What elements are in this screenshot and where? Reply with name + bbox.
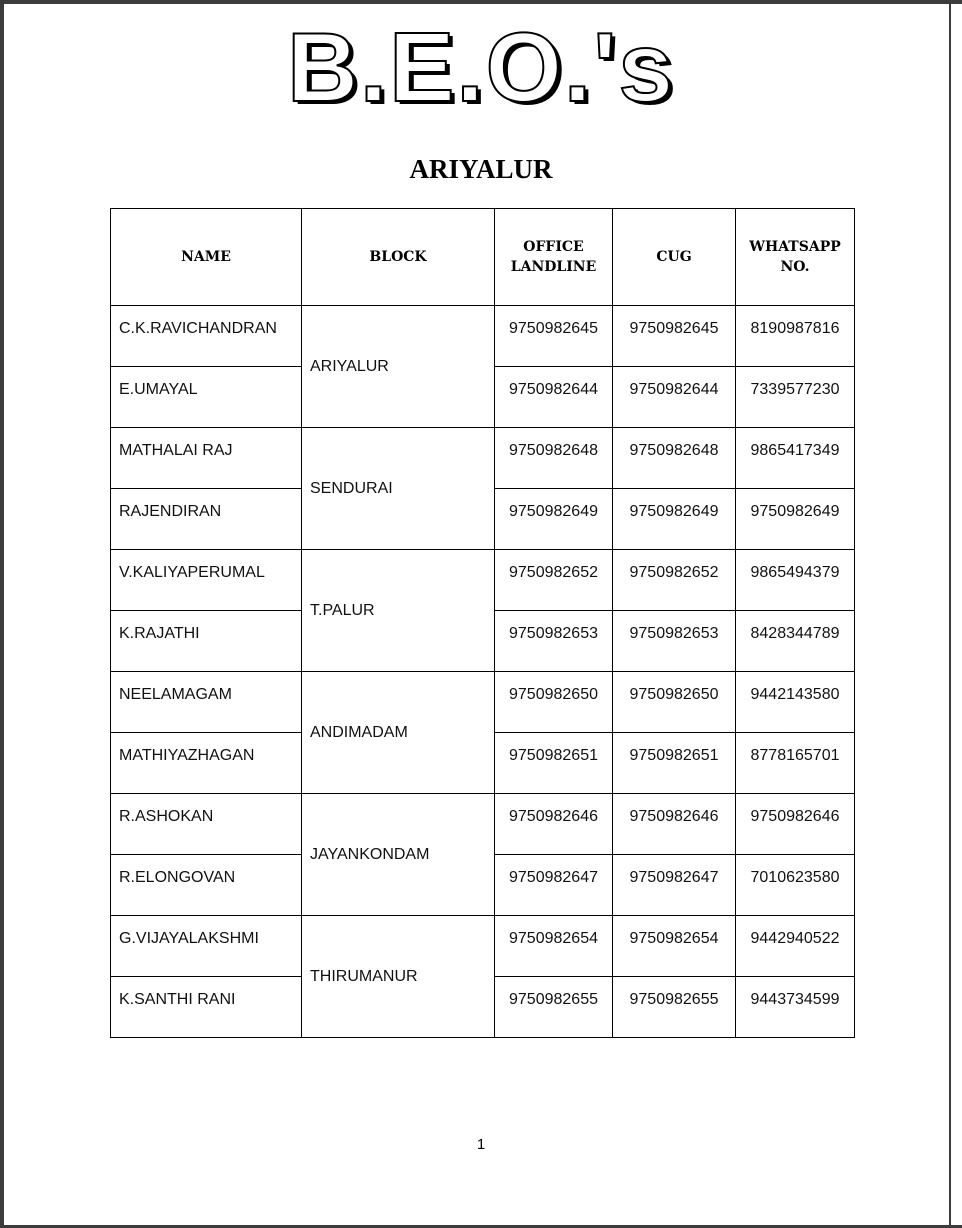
whatsapp-number: 9750982649 xyxy=(736,489,855,550)
officer-name: E.UMAYAL xyxy=(111,367,302,428)
header-name: NAME xyxy=(111,209,302,306)
whatsapp-number: 7010623580 xyxy=(736,855,855,916)
table-row xyxy=(111,672,855,733)
officer-name: NEELAMAGAM xyxy=(111,672,302,733)
whatsapp-number: 9442143580 xyxy=(736,672,855,733)
officer-name: K.SANTHI RANI xyxy=(111,977,302,1038)
whatsapp-number: 8190987816 xyxy=(736,306,855,367)
officer-name: MATHALAI RAJ xyxy=(111,428,302,489)
cug-number: 9750982652 xyxy=(613,550,736,611)
whatsapp-number: 9442940522 xyxy=(736,916,855,977)
table-header-row xyxy=(111,209,855,306)
header-whatsapp-line2: NO. xyxy=(780,259,810,275)
cug-number: 9750982646 xyxy=(613,794,736,855)
office-landline: 9750982653 xyxy=(495,611,613,672)
officer-name: K.RAJATHI xyxy=(111,611,302,672)
header-whatsapp-line1: WHATSAPP xyxy=(749,239,841,255)
cug-number: 9750982645 xyxy=(613,306,736,367)
cug-number: 9750982655 xyxy=(613,977,736,1038)
table-row xyxy=(111,916,855,977)
beo-contact-table xyxy=(110,208,855,1038)
office-landline: 9750982649 xyxy=(495,489,613,550)
block-name: THIRUMANUR xyxy=(302,916,495,1038)
office-landline: 9750982646 xyxy=(495,794,613,855)
whatsapp-number: 9865417349 xyxy=(736,428,855,489)
whatsapp-number: 8778165701 xyxy=(736,733,855,794)
beo-logo-heading: B.E.O.'s xyxy=(287,12,675,122)
header-block: BLOCK xyxy=(302,209,495,306)
block-name: SENDURAI xyxy=(302,428,495,550)
office-landline: 9750982644 xyxy=(495,367,613,428)
office-landline: 9750982655 xyxy=(495,977,613,1038)
table-body xyxy=(111,306,855,1038)
cug-number: 9750982649 xyxy=(613,489,736,550)
cug-number: 9750982650 xyxy=(613,672,736,733)
block-name: ARIYALUR xyxy=(302,306,495,428)
officer-name: C.K.RAVICHANDRAN xyxy=(111,306,302,367)
district-title: ARIYALUR xyxy=(409,154,553,184)
header-office-landline-line2: LANDLINE xyxy=(510,259,597,275)
cug-number: 9750982653 xyxy=(613,611,736,672)
header-cug: CUG xyxy=(613,209,736,306)
cug-number: 9750982648 xyxy=(613,428,736,489)
table-row xyxy=(111,550,855,611)
office-landline: 9750982645 xyxy=(495,306,613,367)
block-name: ANDIMADAM xyxy=(302,672,495,794)
office-landline: 9750982647 xyxy=(495,855,613,916)
cug-number: 9750982654 xyxy=(613,916,736,977)
office-landline: 9750982650 xyxy=(495,672,613,733)
table-row xyxy=(111,794,855,855)
officer-name: G.VIJAYALAKSHMI xyxy=(111,916,302,977)
cug-number: 9750982651 xyxy=(613,733,736,794)
office-landline: 9750982651 xyxy=(495,733,613,794)
table-row xyxy=(111,428,855,489)
whatsapp-number: 9750982646 xyxy=(736,794,855,855)
header-office-landline xyxy=(495,209,613,306)
whatsapp-number: 9443734599 xyxy=(736,977,855,1038)
block-name: JAYANKONDAM xyxy=(302,794,495,916)
header-office-landline-line1: OFFICE xyxy=(523,239,584,255)
officer-name: R.ASHOKAN xyxy=(111,794,302,855)
officer-name: RAJENDIRAN xyxy=(111,489,302,550)
header-whatsapp xyxy=(736,209,855,306)
office-landline: 9750982648 xyxy=(495,428,613,489)
cug-number: 9750982644 xyxy=(613,367,736,428)
whatsapp-number: 8428344789 xyxy=(736,611,855,672)
officer-name: MATHIYAZHAGAN xyxy=(111,733,302,794)
office-landline: 9750982652 xyxy=(495,550,613,611)
whatsapp-number: 9865494379 xyxy=(736,550,855,611)
office-landline: 9750982654 xyxy=(495,916,613,977)
officer-name: V.KALIYAPERUMAL xyxy=(111,550,302,611)
table-row xyxy=(111,306,855,367)
whatsapp-number: 7339577230 xyxy=(736,367,855,428)
officer-name: R.ELONGOVAN xyxy=(111,855,302,916)
window-border-top xyxy=(0,0,962,4)
block-name: T.PALUR xyxy=(302,550,495,672)
page-number: 1 xyxy=(476,1136,486,1153)
cug-number: 9750982647 xyxy=(613,855,736,916)
